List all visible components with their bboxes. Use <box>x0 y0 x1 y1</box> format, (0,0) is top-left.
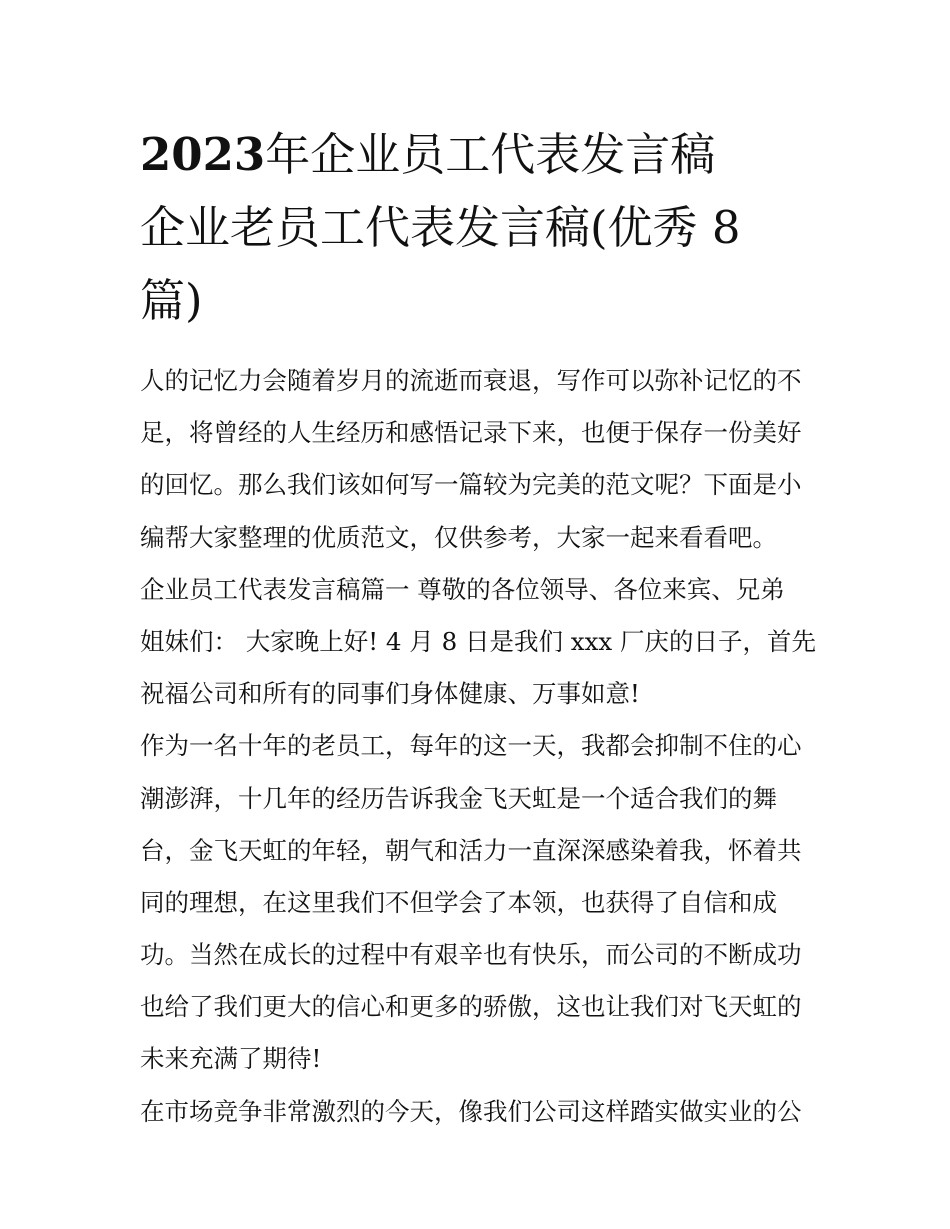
text-line: 姐妹们： 大家晚上好! 4 月 8 日是我们 xxx 厂庆的日子，首先 <box>140 626 816 656</box>
title-line-3: 篇) <box>140 274 203 327</box>
text-line: 人的记忆力会随着岁月的流逝而衰退，写作可以弥补记忆的不 <box>140 366 802 395</box>
page-title <box>140 118 820 337</box>
text-line: 作为一名十年的老员工，每年的这一天，我都会抑制不住的心 <box>140 731 802 761</box>
title-year: 2023 <box>140 128 266 181</box>
title-line-1 <box>140 118 820 191</box>
text-line: 同的理想，在这里我们不但学会了本领，也获得了自信和成 <box>140 887 777 917</box>
text-line: 编帮大家整理的优质范文，仅供参考，大家一起来看看吧。 <box>140 522 777 552</box>
text-line: 也给了我们更大的信心和更多的骄傲，这也让我们对飞天虹的 <box>140 992 802 1022</box>
text-line: 祝福公司和所有的同事们身体健康、万事如意! <box>140 679 640 709</box>
title-line-2: 企业老员工代表发言稿(优秀 8 <box>140 201 741 254</box>
text-line: 潮澎湃，十几年的经历告诉我金飞天虹是一个适合我们的舞 <box>140 783 777 813</box>
text-line: 台，金飞天虹的年轻，朝气和活力一直深深感染着我，怀着共 <box>140 835 802 865</box>
text-line: 未来充满了期待! <box>140 1044 322 1074</box>
text-line: 足，将曾经的人生经历和感悟记录下来，也便于保存一份美好 <box>140 418 802 448</box>
title-line-1-text: 年企业员工代表发言稿 <box>265 128 716 181</box>
text-line: 功。当然在成长的过程中有艰辛也有快乐，而公司的不断成功 <box>140 940 802 970</box>
text-line: 在市场竞争非常激烈的今天，像我们公司这样踏实做实业的公 <box>140 1096 802 1126</box>
text-line: 企业员工代表发言稿篇一 尊敬的各位领导、各位来宾、兄弟 <box>140 574 785 604</box>
text-line: 的回忆。那么我们该如何写一篇较为完美的范文呢？下面是小 <box>140 470 802 500</box>
body-text <box>140 355 820 1138</box>
